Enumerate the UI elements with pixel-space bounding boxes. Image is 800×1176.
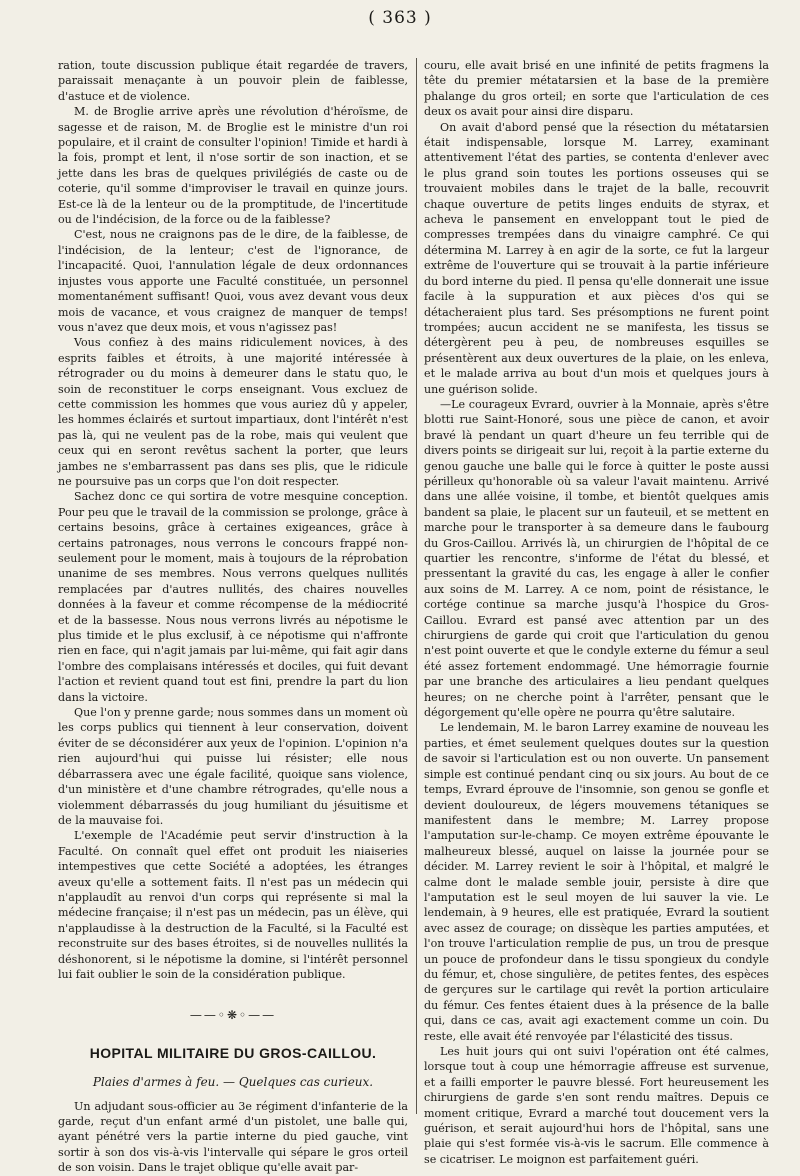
column-divider: [416, 58, 417, 1114]
paragraph: Sachez donc ce qui sortira de votre mesquine conception. Pour peu que le travail de la commission se prolonge, grâce à certains besoins, grâce à certaines exigeances, grâce à certains patronages, nous verrons le concours frappé non-seulement pour le moment, mais à toujours de la réprobation unanime de ses membres. Nous verrons quelques nullités remplacées par d'autres nullités, des chaires nouvelles données à la faveur et comme récompense de la médiocrité et de la bassesse. Nous nous verrons livrés au népotisme le plus timide et le plus exclusif, à ce népotisme qui n'affronte rien en face, qui n'agit jamais par lui-même, qui fait agir dans l'ombre des complaisans intéressés et dociles, qui fuit devant l'action et revient quand tout est fini, prendre la part du lion dans la victoire.: [58, 490, 408, 704]
paragraph: Vous confiez à des mains ridiculement novices, à des esprits faibles et étroits, à une majorité intéressée à rétrograder ou du moins à demeurer dans le statu quo, le soin de reconstituer le corps enseignant. Vous excluez de cette commission les hommes que vous auriez dû y appeler, les hommes éclairés et surtout impartiaux, dont l'intérêt n'est pas là, qui ne veulent pas de la robe, mais qui veulent que ceux qui en seront revêtus sachent la porter, que leurs jambes ne s'embarrassent pas dans ses plis, que le ridicule ne poursuive pas un corps que l'on doit respecter.: [58, 336, 408, 488]
paragraph: Un adjudant sous-officier au 3e régiment d'infanterie de la garde, reçut d'un enfant armé d'un pistolet, une balle qui, ayant pénétré vers la partie interne du pied gauche, vint sortir à son dos vis-à-vis l'intervalle qui sépare le gros orteil de son voisin. Dans le trajet oblique qu'elle avait par-: [58, 1099, 408, 1175]
paragraph: Le lendemain, M. le baron Larrey examine de nouveau les parties, et émet seulement quelques doutes sur la question de savoir si l'articulation est ou non ouverte. Un pansement simple est continué pendant cinq ou six jours. Au bout de ce temps, Evrard éprouve de l'insomnie, son genou se gonfle et devient douloureux, de légers mouvemens tétaniques se manifestent dans le membre; M. Larrey propose l'amputation sur-le-champ. Ce moyen extrême épouvante le malheureux blessé, auquel on laisse la journée pour se décider. M. Larrey revient le soir à l'hôpital, et malgré le calme dont le malade semble jouir, persiste à dire que l'amputation est le seul moyen de lui sauver la vie. Le lendemain, à 9 heures, elle est pratiquée, Evrard la soutient avec assez de courage; on dissèque les parties amputées, et l'on trouve l'articulation remplie de pus, un trou de presque un pouce de profondeur dans le tissu spongieux du condyle du fémur, et, chose singulière, de petites fentes, des espèces de gerçures sur le cartilage qui revêt la portion articulaire du fémur. Ces fentes étaient dues à la présence de la balle qui, dans ce cas, avait agi exactement comme un coin. Du reste, elle avait été renvoyée par l'élasticité des tissus.: [424, 721, 769, 1043]
page-number: ( 363 ): [368, 8, 432, 28]
paragraph: C'est, nous ne craignons pas de le dire, de la faiblesse, de l'indécision, de la lenteur; c'est de l'ignorance, de l'incapacité. Quoi, l'annulation légale de deux ordonnances injustes vous apporte une Faculté constituée, un personnel momentanément suffisant! Quoi, vous avez devant vous deux mois de vacance, et vous craignez de manquer de temps! vous n'avez que deux mois, et vous n'agissez pas!: [58, 228, 408, 334]
paragraph: M. de Broglie arrive après une révolution d'héroïsme, de sagesse et de raison, M. de Broglie est le ministre d'un roi populaire, et il craint de consulter l'opinion! Timide et hardi à la fois, prompt et lent, il n'ose sortir de son inaction, et se jette dans les bras de quelques privilégiés de caste ou de coterie, qu'il somme d'improviser le travail en quinze jours. Est-ce là de la lenteur ou de la promptitude, de l'incertitude ou de l'indécision, de la force ou de la faiblesse?: [58, 105, 408, 227]
paragraph: couru, elle avait brisé en une infinité de petits fragmens la tête du premier métatarsien et la base de la première phalange du gros orteil; en sorte que l'articulation de ces deux os avait pour ainsi dire disparu.: [424, 59, 769, 119]
paragraph: Que l'on y prenne garde; nous sommes dans un moment où les corps publics qui tiennent à leur conservation, doivent éviter de se déconsidérer aux yeux de l'opinion. L'opinion n'a rien aujourd'hui qui puisse lui résister; elle nous débarrassera avec une égale facilité, quoique sans violence, d'un ministère et d'une chambre rétrogrades, qu'elle nous a violemment débarrassés du joug humiliant du jésuitisme et de la mauvaise foi.: [58, 706, 408, 827]
section-divider-ornament: ——◦❋◦——: [189, 1008, 277, 1023]
left-column: [58, 58, 408, 1175]
right-column: [424, 58, 769, 1166]
section-subtitle: Plaies d'armes à feu. — Quelques cas curieux.: [92, 1075, 374, 1090]
paragraph: L'exemple de l'Académie peut servir d'instruction à la Faculté. On connaît quel effet ont produit les niaiseries intempestives que cette Société a adoptées, les étranges aveux qu'elle a sottement faits. Il n'est pas un médecin qui n'applaudît au renvoi d'un corps qui représente si mal la médecine française; il n'est pas un médecin, pas un élève, qui n'applaudisse à la destruction de la Faculté, si la Faculté est reconstruite sur des bases étroites, si de nouvelles nullités la déshonorent, si le népotisme la domine, si l'intérêt personnel lui fait oublier le soin de la considération publique.: [58, 829, 408, 981]
paragraph: Les huit jours qui ont suivi l'opération ont été calmes, lorsque tout à coup une hémorragie affreuse est survenue, et a failli emporter le pauvre blessé. Fort heureusement les chirurgiens de garde s'en sont rendu maîtres. Depuis ce moment critique, Evrard a marché tout doucement vers la guérison, et serait aujourd'hui hors de l'hôpital, sans une plaie qui s'est formée vis-à-vis le sacrum. Elle commence à se cicatriser. Le moignon est parfaitement guéri.: [424, 1045, 769, 1166]
paragraph: —Le courageux Evrard, ouvrier à la Monnaie, après s'être blotti rue Saint-Honoré, sous une pièce de canon, et avoir bravé là pendant un quart d'heure un feu terrible qui de divers points se dirigeait sur lui, reçoit à la partie externe du genou gauche une balle qui le force à quitter le poste aussi périlleux qu'honorable où sa valeur l'avait maintenu. Arrivé dans une allée voisine, il tombe, et bientôt quelques amis bandent sa plaie, le placent sur un fauteuil, et se mettent en marche pour le transporter à sa demeure dans le faubourg du Gros-Caillou. Arrivés là, un chirurgien de l'hôpital de ce quartier les rencontre, s'informe de l'état du blessé, et pressentant la gravité du cas, les engage à aller le confier aux soins de M. Larrey. A ce nom, point de résistance, le cortége continue sa marche jusqu'à l'hospice du Gros-Caillou. Evrard est pansé avec attention par un des chirurgiens de garde qui croit que l'articulation du genou n'est point ouverte et que le condyle externe du fémur a seul été assez fortement endommagé. Une hémorragie fournie par une branche des articulaires a lieu pendant quelques heures; on ne cherche point à l'arrêter, pensant que le dégorgement qu'elle opère ne pourra qu'être salutaire.: [424, 397, 769, 720]
section-title: HOPITAL MILITAIRE DU GROS-CAILLOU.: [89, 1044, 377, 1061]
paragraph: ration, toute discussion publique était regardée de travers, paraissait menaçante à un pouvoir plein de faiblesse, d'astuce et de violence.: [58, 59, 408, 103]
paragraph: On avait d'abord pensé que la résection du métatarsien était indispensable, lorsque M. Larrey, examinant attentivement l'état des parties, se contenta d'enlever avec le plus grand soin toutes les portions osseuses qui se trouvaient mobiles dans le trajet de la balle, recouvrit chaque ouverture de petits linges enduits de styrax, et acheva le pansement en enveloppant tout le pied de compresses trempées dans du vinaigre camphré. Ce qui détermina M. Larrey à en agir de la sorte, ce fut la largeur extrême de l'ouverture qui se trouvait à la partie inférieure du bord interne du pied. Il pensa qu'elle donnerait une issue facile à la suppuration et aux pièces d'os qui se détacheraient plus tard. Ses présomptions ne furent point trompées; aucun accident ne se manifesta, les tissus se détergèrent peu à peu, de nombreuses esquilles se présentèrent aux deux ouvertures de la plaie, on les enleva, et le malade arriva au bout d'un mois et quelques jours à une guérison solide.: [424, 120, 769, 396]
